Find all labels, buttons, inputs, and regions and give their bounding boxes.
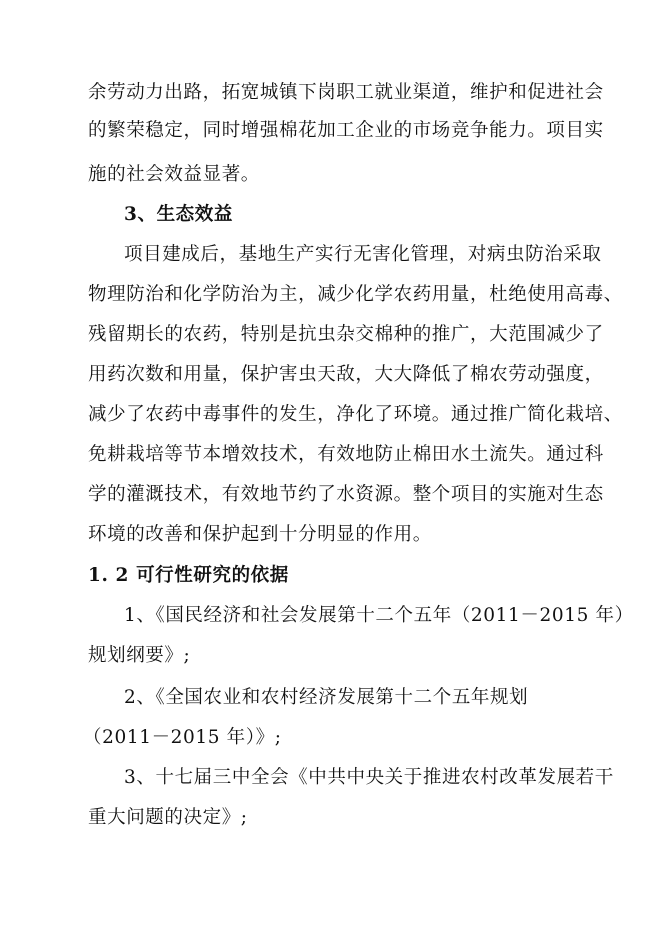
section-heading-ecological-benefit: 3、生态效益 bbox=[124, 204, 233, 225]
text-line: 余劳动力出路，拓宽城镇下岗职工就业渠道，维护和促进社会 bbox=[88, 82, 604, 103]
text-line: 的繁荣稳定，同时增强棉花加工企业的市场竞争能力。项目实 bbox=[88, 120, 604, 141]
list-item-continuation: 规划纲要》; bbox=[88, 645, 191, 666]
list-item: 1、《国民经济和社会发展第十二个五年（2011－2015 年） bbox=[124, 605, 634, 626]
text-line: 学的灌溉技术，有效地节约了水资源。整个项目的实施对生态 bbox=[88, 484, 604, 505]
text-line: 环境的改善和保护起到十分明显的作用。 bbox=[88, 524, 432, 545]
text-line: 减少了农药中毒事件的发生，净化了环境。通过推广简化栽培、 bbox=[88, 404, 623, 425]
list-item-continuation: 重大问题的决定》; bbox=[88, 807, 248, 828]
list-item: 3、十七届三中全会《中共中央关于推进农村改革发展若干 bbox=[124, 767, 614, 788]
text-line: 项目建成后，基地生产实行无害化管理，对病虫防治采取 bbox=[124, 244, 602, 265]
list-item: 2、《全国农业和农村经济发展第十二个五年规划 bbox=[124, 687, 529, 708]
text-line: 用药次数和用量，保护害虫天敌，大大降低了棉农劳动强度， bbox=[88, 364, 604, 385]
text-line: 免耕栽培等节本增效技术，有效地防止棉田水土流失。通过科 bbox=[88, 444, 604, 465]
text-line: 施的社会效益显著。 bbox=[88, 164, 260, 185]
text-line: 物理防治和化学防治为主，减少化学农药用量，杜绝使用高毒、 bbox=[88, 284, 623, 305]
section-heading-feasibility-basis: 1. 2 可行性研究的依据 bbox=[88, 565, 289, 586]
text-line: 残留期长的农药，特别是抗虫杂交棉种的推广，大范围减少了 bbox=[88, 324, 604, 345]
list-item-continuation: （2011－2015 年）》; bbox=[83, 727, 282, 748]
